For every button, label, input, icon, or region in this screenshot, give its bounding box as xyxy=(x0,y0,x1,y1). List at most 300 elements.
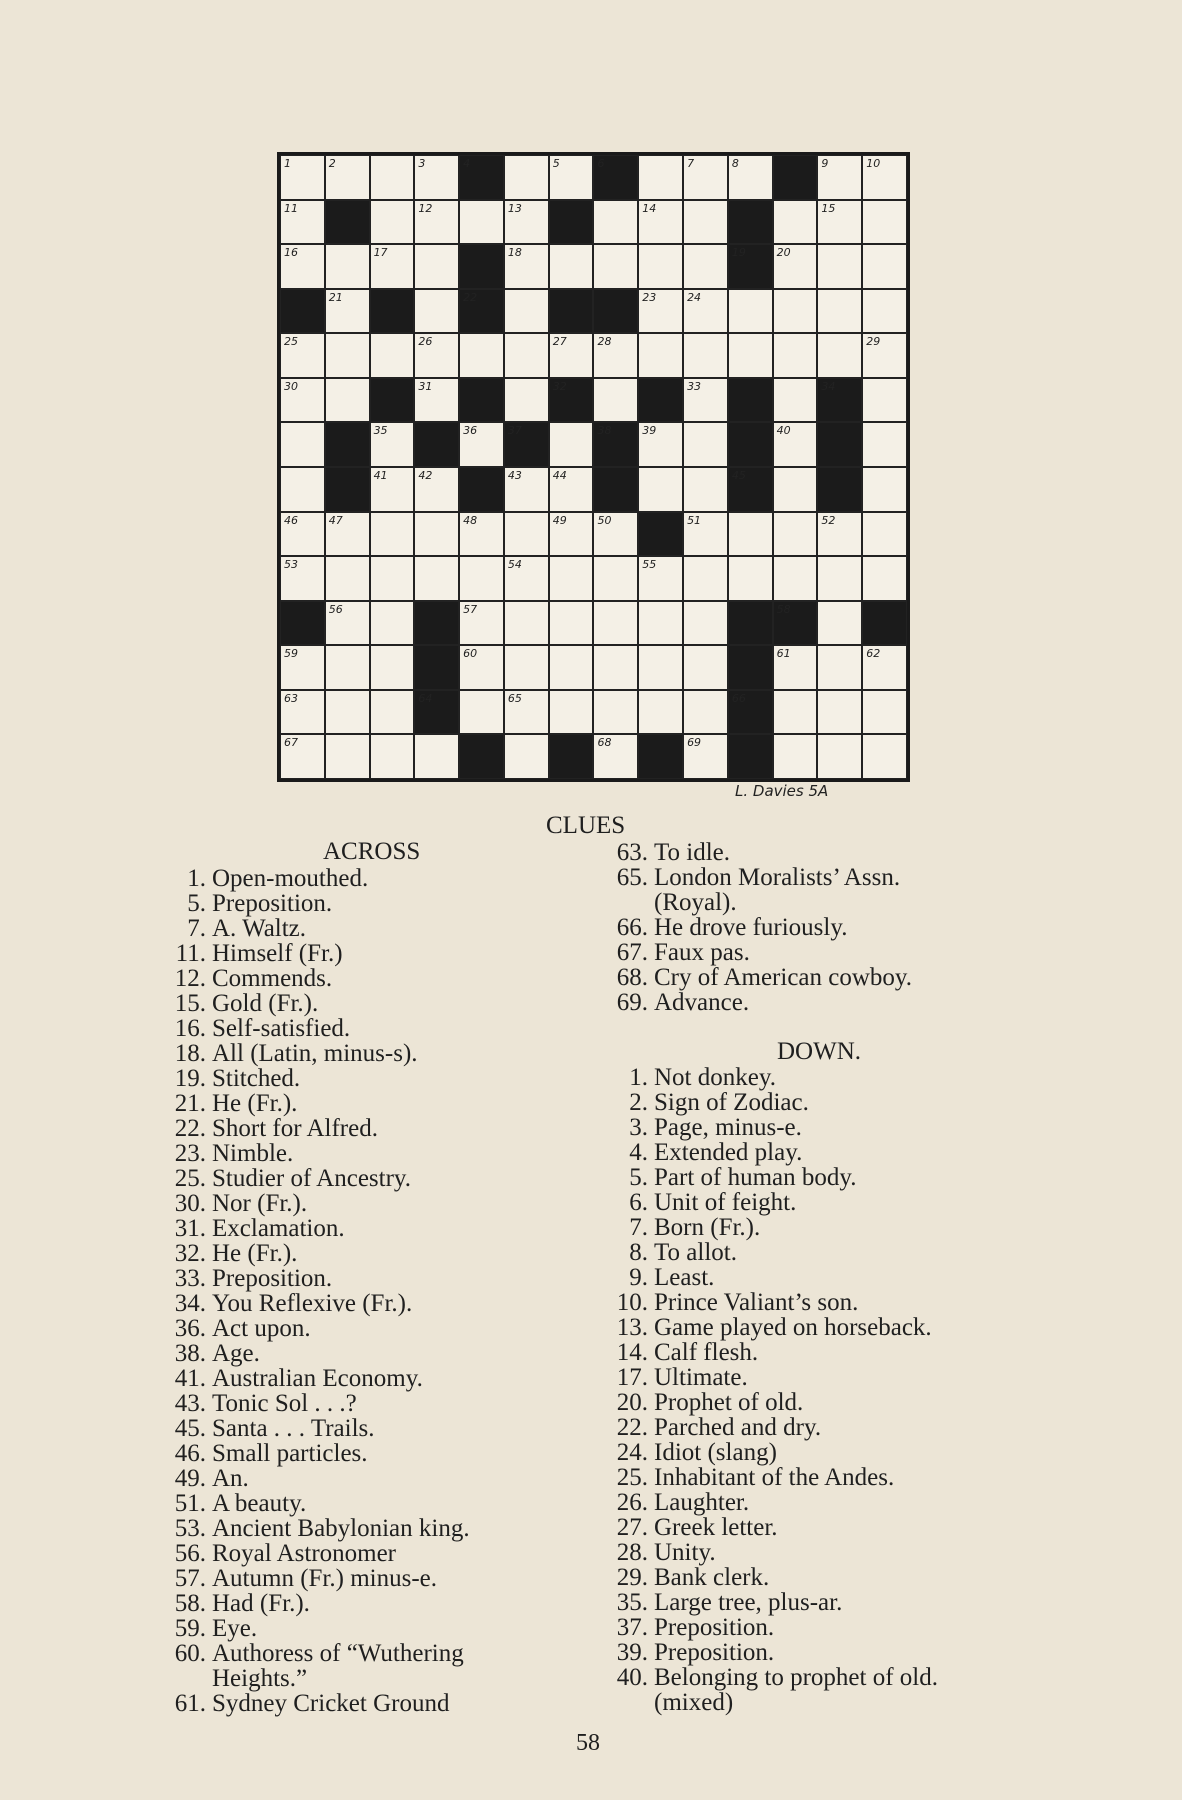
cell-number: 26 xyxy=(418,335,433,349)
grid-cell xyxy=(459,645,504,690)
grid-cell xyxy=(817,734,862,779)
clue-item xyxy=(604,1690,938,1715)
clue-number: 8. xyxy=(629,1239,648,1266)
clue-item xyxy=(162,1291,470,1316)
clue-text: Bank clerk. xyxy=(654,1564,770,1591)
cell-number: 25 xyxy=(284,335,298,349)
clue-number: 65. xyxy=(616,864,648,891)
grid-cell xyxy=(280,734,325,779)
grid-cell xyxy=(683,467,728,512)
grid-cell xyxy=(549,645,594,690)
grid-cell xyxy=(370,690,415,735)
grid-cell xyxy=(817,645,862,690)
grid-cell xyxy=(504,467,549,512)
clue-text: Ultimate. xyxy=(654,1364,748,1391)
cell-number: 9 xyxy=(821,157,829,170)
grid-cell xyxy=(817,556,862,601)
grid-cell xyxy=(638,556,683,601)
clue-text: Preposition. xyxy=(212,1265,333,1292)
clue-item xyxy=(604,1090,938,1115)
clue-item xyxy=(162,1491,470,1516)
black-square xyxy=(504,422,549,467)
clue-number: 36. xyxy=(174,1315,206,1342)
grid-cell xyxy=(817,333,862,378)
clue-item xyxy=(162,1641,470,1666)
grid-cell xyxy=(593,244,638,289)
cell-number: 35 xyxy=(373,424,388,438)
clue-number: 53. xyxy=(174,1515,206,1542)
grid-cell xyxy=(325,645,370,690)
clue-text: Idiot (slang) xyxy=(654,1439,777,1466)
clue-number: 68. xyxy=(616,964,648,991)
grid-cell xyxy=(370,734,415,779)
clue-item xyxy=(604,1240,938,1265)
clue-number: 31. xyxy=(174,1215,206,1242)
grid-cell xyxy=(773,422,818,467)
clue-text: Part of human body. xyxy=(654,1164,857,1191)
grid-cell xyxy=(280,200,325,245)
grid-cell xyxy=(683,155,728,200)
black-square xyxy=(728,645,773,690)
clue-number: 18. xyxy=(174,1040,206,1067)
clue-number: 17. xyxy=(616,1364,648,1391)
grid-cell xyxy=(862,734,907,779)
clue-number: 15. xyxy=(174,990,206,1017)
cell-number: 64 xyxy=(418,691,433,705)
grid-cell xyxy=(280,645,325,690)
clue-text: Not donkey. xyxy=(654,1064,776,1091)
clue-item xyxy=(162,1266,470,1291)
clue-item xyxy=(604,940,912,965)
clue-text: He drove furiously. xyxy=(654,914,848,941)
clue-number: 6. xyxy=(629,1189,648,1216)
clue-item xyxy=(604,1440,938,1465)
black-square xyxy=(549,289,594,334)
clue-text: Autumn (Fr.) minus-e. xyxy=(212,1565,437,1592)
clue-text: Extended play. xyxy=(654,1139,803,1166)
cell-number: 21 xyxy=(328,290,343,304)
cell-number: 63 xyxy=(284,691,298,705)
clue-item xyxy=(162,1091,470,1116)
clue-number: 40. xyxy=(616,1664,648,1691)
cell-number: 5 xyxy=(552,157,560,170)
black-square xyxy=(728,467,773,512)
clue-number: 63. xyxy=(616,839,648,866)
cell-number: 44 xyxy=(552,469,567,482)
grid-cell xyxy=(370,601,415,646)
clue-item xyxy=(162,1116,470,1141)
clue-number: 25. xyxy=(174,1165,206,1192)
grid-cell xyxy=(862,556,907,601)
grid-cell xyxy=(683,556,728,601)
clue-text: Had (Fr.). xyxy=(212,1590,310,1617)
clue-item xyxy=(604,1490,938,1515)
clue-item xyxy=(604,1515,938,1540)
grid-cell xyxy=(459,556,504,601)
grid-cell xyxy=(728,289,773,334)
clue-item xyxy=(604,890,912,915)
clue-text: Self-satisfied. xyxy=(212,1015,351,1042)
black-square xyxy=(817,422,862,467)
black-square xyxy=(549,200,594,245)
clue-number: 9. xyxy=(629,1264,648,1291)
grid-cell xyxy=(504,512,549,557)
grid-cell xyxy=(370,645,415,690)
black-square xyxy=(773,155,818,200)
clue-text: He (Fr.). xyxy=(212,1240,298,1267)
clue-text: Preposition. xyxy=(212,890,333,917)
clue-item xyxy=(604,965,912,990)
across-clues-continued-list xyxy=(604,840,912,1015)
clue-text: An. xyxy=(212,1465,249,1492)
grid-cell xyxy=(370,155,415,200)
clue-item xyxy=(604,1390,938,1415)
clue-item xyxy=(162,1066,470,1091)
across-clues-list xyxy=(162,866,470,1716)
cell-number: 53 xyxy=(284,558,298,572)
clue-number: 28. xyxy=(616,1539,648,1566)
cell-number: 23 xyxy=(642,290,657,304)
grid-cell xyxy=(414,200,459,245)
clue-item xyxy=(162,1466,470,1491)
clue-text: Himself (Fr.) xyxy=(212,940,343,967)
clue-text: All (Latin, minus-s). xyxy=(212,1040,418,1067)
grid-cell xyxy=(504,690,549,735)
grid-cell xyxy=(280,244,325,289)
cell-number: 24 xyxy=(687,290,702,304)
clue-number: 19. xyxy=(174,1065,206,1092)
clue-item xyxy=(162,1391,470,1416)
clue-number: 58. xyxy=(174,1590,206,1617)
clue-number: 3. xyxy=(629,1114,648,1141)
cell-number: 56 xyxy=(328,602,343,616)
grid-cell xyxy=(459,601,504,646)
grid-cell xyxy=(549,155,594,200)
black-square xyxy=(325,467,370,512)
clue-number: 23. xyxy=(174,1140,206,1167)
grid-cell xyxy=(862,333,907,378)
grid-cell xyxy=(504,333,549,378)
grid-cell xyxy=(638,289,683,334)
clue-number: 57. xyxy=(174,1565,206,1592)
clue-number: 20. xyxy=(616,1389,648,1416)
clue-number: 43. xyxy=(174,1390,206,1417)
grid-cell xyxy=(414,289,459,334)
clue-item xyxy=(162,1216,470,1241)
grid-cell xyxy=(549,556,594,601)
grid-cell xyxy=(325,289,370,334)
grid-cell xyxy=(504,556,549,601)
cell-number: 51 xyxy=(687,513,702,527)
grid-cell xyxy=(549,333,594,378)
clue-text: Act upon. xyxy=(212,1315,311,1342)
grid-cell xyxy=(459,422,504,467)
grid-cell xyxy=(325,734,370,779)
cell-number: 1 xyxy=(284,157,291,170)
grid-cell xyxy=(549,601,594,646)
clue-number: 24. xyxy=(616,1439,648,1466)
cell-number: 3 xyxy=(418,157,426,170)
clue-number: 10. xyxy=(616,1289,648,1316)
black-square xyxy=(280,289,325,334)
clue-item xyxy=(162,1566,470,1591)
black-square xyxy=(728,734,773,779)
grid-cell xyxy=(773,734,818,779)
grid-cell xyxy=(414,155,459,200)
clue-number: 59. xyxy=(174,1615,206,1642)
grid-cell xyxy=(325,244,370,289)
grid-cell xyxy=(683,734,728,779)
black-square xyxy=(593,155,638,200)
cell-number: 27 xyxy=(552,335,567,349)
clue-number: 26. xyxy=(616,1489,648,1516)
clue-item xyxy=(162,891,470,916)
clue-item xyxy=(162,1316,470,1341)
grid-cell xyxy=(370,556,415,601)
grid-cell xyxy=(728,556,773,601)
grid-cell xyxy=(862,289,907,334)
grid-cell xyxy=(325,155,370,200)
grid-cell xyxy=(862,200,907,245)
black-square xyxy=(414,690,459,735)
cell-number: 7 xyxy=(687,157,695,170)
clue-number: 2. xyxy=(629,1089,648,1116)
grid-cell xyxy=(370,467,415,512)
cell-number: 61 xyxy=(776,647,791,661)
grid-cell xyxy=(683,333,728,378)
clue-item xyxy=(604,1640,938,1665)
grid-cell xyxy=(280,690,325,735)
black-square xyxy=(862,601,907,646)
clue-text: Small particles. xyxy=(212,1440,368,1467)
clue-number: 34. xyxy=(174,1290,206,1317)
clue-item xyxy=(162,966,470,991)
cell-number: 4 xyxy=(463,157,471,170)
clue-number: 46. xyxy=(174,1440,206,1467)
grid-cell xyxy=(280,155,325,200)
grid-cell xyxy=(593,601,638,646)
black-square xyxy=(414,645,459,690)
clue-item xyxy=(604,1540,938,1565)
clue-number: 16. xyxy=(174,1015,206,1042)
clue-text: Prince Valiant’s son. xyxy=(654,1289,859,1316)
grid-cell xyxy=(504,645,549,690)
black-square xyxy=(459,378,504,423)
cell-number: 43 xyxy=(507,469,522,482)
clue-number: 56. xyxy=(174,1540,206,1567)
down-clues-list xyxy=(604,1065,938,1715)
clues-heading: CLUES xyxy=(546,812,626,839)
down-heading: DOWN. xyxy=(777,1038,862,1065)
clue-text: Born (Fr.). xyxy=(654,1214,761,1241)
cell-number: 57 xyxy=(463,602,478,616)
grid-cell xyxy=(773,289,818,334)
clue-text: Faux pas. xyxy=(654,939,750,966)
clue-text: Short for Alfred. xyxy=(212,1115,378,1142)
cell-number: 11 xyxy=(284,201,298,215)
clue-text: Stitched. xyxy=(212,1065,301,1092)
clue-text: Prophet of old. xyxy=(654,1389,804,1416)
cell-number: 34 xyxy=(821,379,836,393)
grid-cell xyxy=(773,556,818,601)
clue-item xyxy=(604,1565,938,1590)
grid-cell xyxy=(773,244,818,289)
clue-number: 22. xyxy=(174,1115,206,1142)
clue-number xyxy=(604,890,654,915)
grid-cell xyxy=(593,690,638,735)
grid-cell xyxy=(593,734,638,779)
grid-cell xyxy=(549,422,594,467)
clue-text: Calf flesh. xyxy=(654,1339,759,1366)
cell-number: 60 xyxy=(463,647,478,661)
clue-item xyxy=(604,1465,938,1490)
cell-number: 15 xyxy=(821,201,836,215)
clue-item xyxy=(162,1541,470,1566)
grid-cell xyxy=(414,734,459,779)
clue-text: Least. xyxy=(654,1264,715,1291)
cell-number: 17 xyxy=(373,246,388,260)
clue-number: 39. xyxy=(616,1639,648,1666)
clue-item xyxy=(604,990,912,1015)
clue-number: 11. xyxy=(175,940,206,967)
clue-item xyxy=(604,1365,938,1390)
clue-item xyxy=(162,1166,470,1191)
clue-text: To allot. xyxy=(654,1239,737,1266)
clue-item xyxy=(162,991,470,1016)
grid-cell xyxy=(638,155,683,200)
clue-text: Large tree, plus-ar. xyxy=(654,1589,843,1616)
grid-cell xyxy=(638,601,683,646)
cell-number: 20 xyxy=(776,246,791,260)
grid-cell xyxy=(593,645,638,690)
clue-text: Cry of American cowboy. xyxy=(654,964,913,991)
clue-number: 21. xyxy=(174,1090,206,1117)
grid-cell xyxy=(549,244,594,289)
grid-cell xyxy=(370,333,415,378)
clue-item xyxy=(162,1141,470,1166)
cell-number: 40 xyxy=(776,424,791,438)
clue-item xyxy=(604,1190,938,1215)
grid-cell xyxy=(817,289,862,334)
black-square xyxy=(728,690,773,735)
clue-text: Nor (Fr.). xyxy=(212,1190,308,1217)
grid-cell xyxy=(325,378,370,423)
clue-item xyxy=(162,1041,470,1066)
clue-item xyxy=(162,916,470,941)
across-heading: ACROSS xyxy=(323,838,421,865)
clue-number: 51. xyxy=(174,1490,206,1517)
clue-number: 67. xyxy=(616,939,648,966)
clue-number: 32. xyxy=(174,1240,206,1267)
clue-number: 41. xyxy=(174,1365,206,1392)
clue-text: Ancient Babylonian king. xyxy=(212,1515,470,1542)
grid-cell xyxy=(683,244,728,289)
clue-number: 7. xyxy=(629,1214,648,1241)
clue-text: Sign of Zodiac. xyxy=(654,1089,809,1116)
black-square xyxy=(414,422,459,467)
cell-number: 47 xyxy=(328,513,343,527)
black-square xyxy=(817,378,862,423)
grid-cell xyxy=(549,512,594,557)
grid-cell xyxy=(683,200,728,245)
clue-number: 27. xyxy=(616,1514,648,1541)
clue-text: Open-mouthed. xyxy=(212,865,369,892)
black-square xyxy=(325,200,370,245)
cell-number: 12 xyxy=(418,201,433,215)
black-square xyxy=(370,289,415,334)
cell-number: 39 xyxy=(642,424,657,438)
clue-item xyxy=(162,1516,470,1541)
clue-number: 38. xyxy=(174,1340,206,1367)
cell-number: 14 xyxy=(642,201,657,215)
grid-cell xyxy=(280,467,325,512)
cell-number: 6 xyxy=(597,157,605,170)
clue-number: 69. xyxy=(616,989,648,1016)
grid-cell xyxy=(683,378,728,423)
grid-cell xyxy=(862,244,907,289)
grid-cell xyxy=(459,690,504,735)
clue-number: 35. xyxy=(616,1589,648,1616)
grid-cell xyxy=(638,645,683,690)
cell-number: 10 xyxy=(866,157,881,170)
clue-text: Australian Economy. xyxy=(212,1365,423,1392)
grid-cell xyxy=(593,378,638,423)
cell-number: 66 xyxy=(731,691,746,705)
clue-number xyxy=(162,1666,212,1691)
clue-item xyxy=(162,866,470,891)
grid-cell xyxy=(414,512,459,557)
grid-cell xyxy=(414,467,459,512)
clue-item xyxy=(604,1165,938,1190)
cell-number: 42 xyxy=(418,469,433,482)
grid-cell xyxy=(728,333,773,378)
grid-cell xyxy=(280,333,325,378)
grid-cell xyxy=(414,333,459,378)
clue-text: Laughter. xyxy=(654,1489,750,1516)
clue-item xyxy=(604,865,912,890)
clue-text: To idle. xyxy=(654,839,731,866)
black-square xyxy=(593,467,638,512)
black-square xyxy=(728,244,773,289)
clue-number: 14. xyxy=(616,1339,648,1366)
clue-number: 49. xyxy=(174,1465,206,1492)
grid-cell xyxy=(549,467,594,512)
clue-item xyxy=(162,1616,470,1641)
black-square xyxy=(638,734,683,779)
cell-number: 19 xyxy=(731,246,746,260)
clue-text: Unity. xyxy=(654,1539,716,1566)
clue-text: Page, minus-e. xyxy=(654,1114,802,1141)
clue-item xyxy=(604,1115,938,1140)
grid-cell xyxy=(414,556,459,601)
clue-number: 5. xyxy=(187,890,206,917)
clue-number: 61. xyxy=(174,1690,206,1717)
grid-cell xyxy=(638,333,683,378)
clue-item xyxy=(604,1290,938,1315)
cell-number: 36 xyxy=(463,424,478,438)
grid-cell xyxy=(638,467,683,512)
grid-cell xyxy=(414,244,459,289)
clue-item xyxy=(604,1590,938,1615)
clue-item xyxy=(162,1191,470,1216)
clue-number: 37. xyxy=(616,1614,648,1641)
clue-item xyxy=(162,1441,470,1466)
cell-number: 32 xyxy=(552,379,567,393)
black-square xyxy=(459,289,504,334)
clue-text: Tonic Sol . . .? xyxy=(212,1390,357,1417)
clue-item xyxy=(162,1016,470,1041)
clue-number: 5. xyxy=(629,1164,648,1191)
